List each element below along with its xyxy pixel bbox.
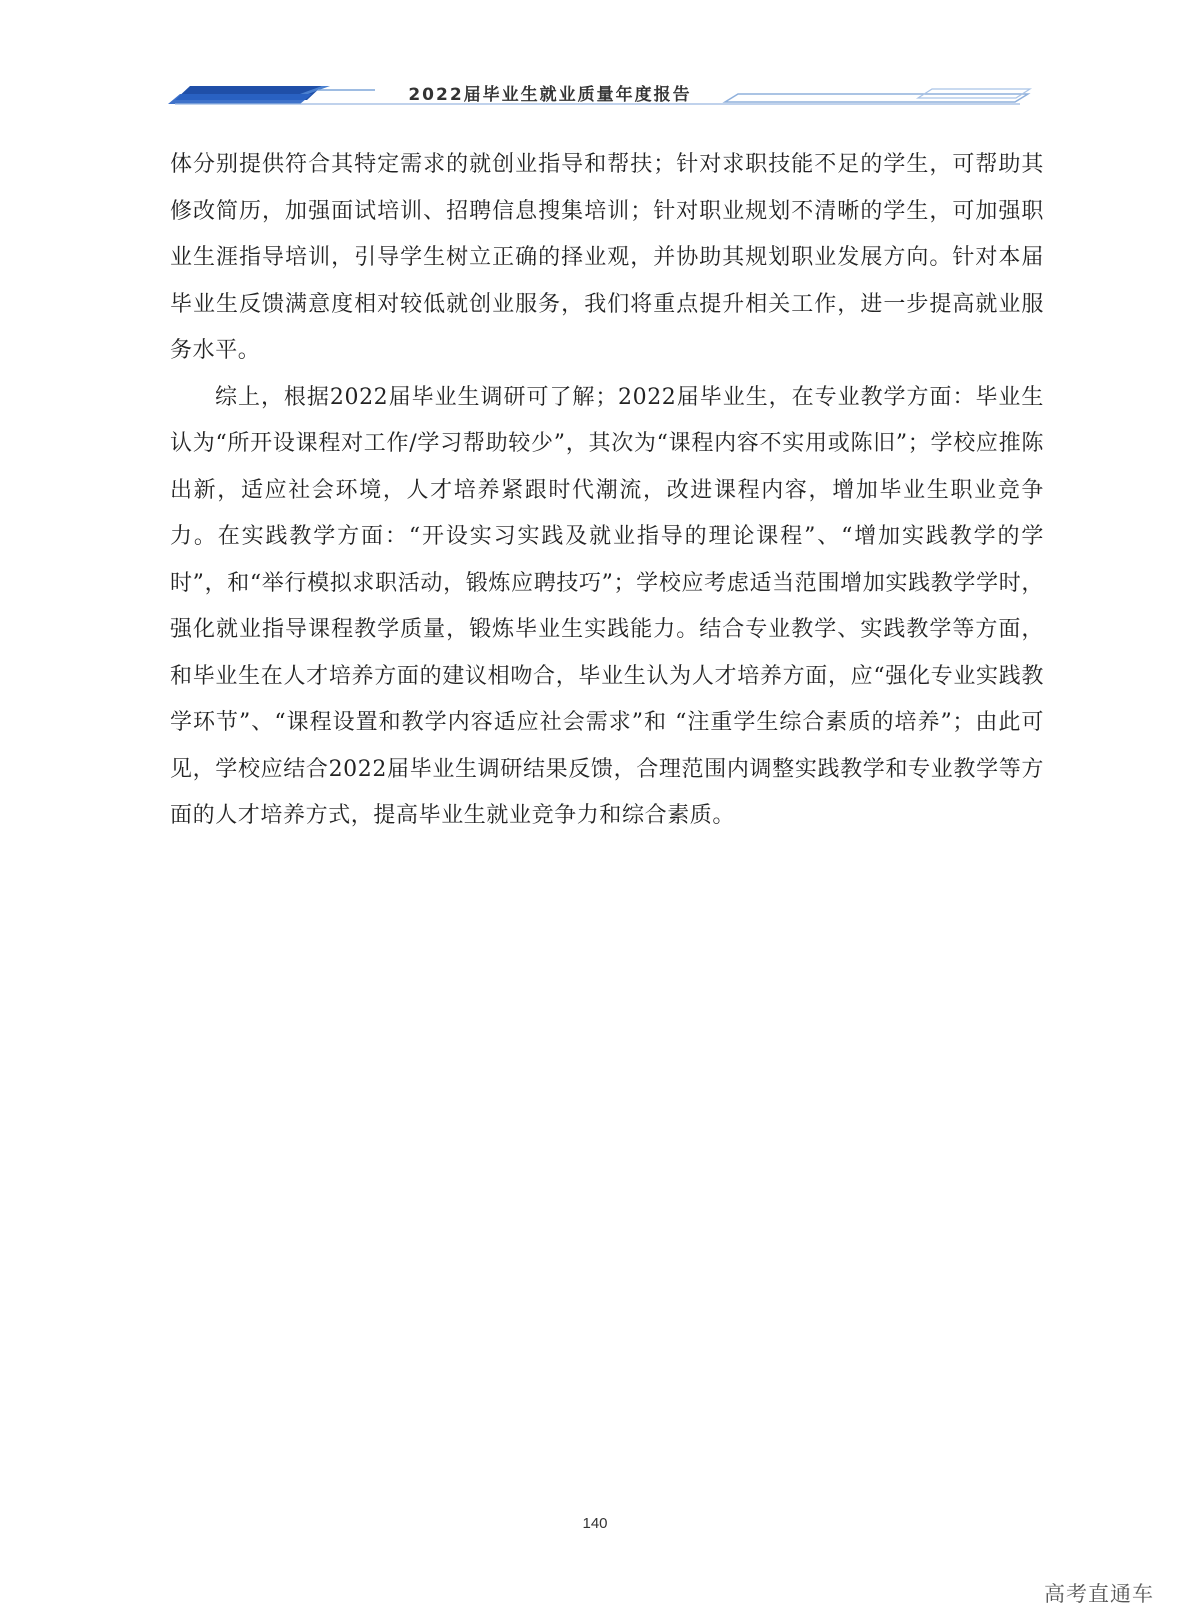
header-title: 2022届毕业生就业质量年度报告 <box>408 85 692 105</box>
body-text <box>170 142 1044 840</box>
page-header <box>0 70 1190 120</box>
page-number: 140 <box>582 1515 608 1532</box>
watermark-text: 高考直通车 <box>1044 1582 1154 1606</box>
paragraph-1: 体分别提供符合其特定需求的就创业指导和帮扶；针对求职技能不足的学生，可帮助其修改简历，加强面试培训、招聘信息搜集培训；针对职业规划不清晰的学生，可加强职业生涯指导培训，引导学生树立正确的择业观，并协助其规划职业发展方向。针对本届毕业生反馈满意度相对较低就创业服务，我们将重点提升相关工作，进一步提高就业服务水平。 <box>170 152 1044 363</box>
paragraph-2: 综上，根据2022届毕业生调研可了解；2022届毕业生，在专业教学方面：毕业生认为“所开设课程对工作/学习帮助较少”，其次为“课程内容不实用或陈旧”；学校应推陈出新，适应社会环境，人才培养紧跟时代潮流，改进课程内容，增加毕业生职业竞争力。在实践教学方面：“开设实习实践及就业指导的理论课程”、“增加实践教学的学时”，和“举行模拟求职活动，锻炼应聘技巧”；学校应考虑适当范围增加实践教学学时，强化就业指导课程教学质量，锻炼毕业生实践能力。结合专业教学、实践教学等方面，和毕业生在人才培养方面的建议相吻合，毕业生认为人才培养方面，应“强化专业实践教学环节”、“课程设置和教学内容适应社会需求”和 “注重学生综合素质的培养”；由此可见，学校应结合2022届毕业生调研结果反馈，合理范围内调整实践教学和专业教学等方面的人才培养方式，提高毕业生就业竞争力和综合素质。 <box>170 384 1044 828</box>
